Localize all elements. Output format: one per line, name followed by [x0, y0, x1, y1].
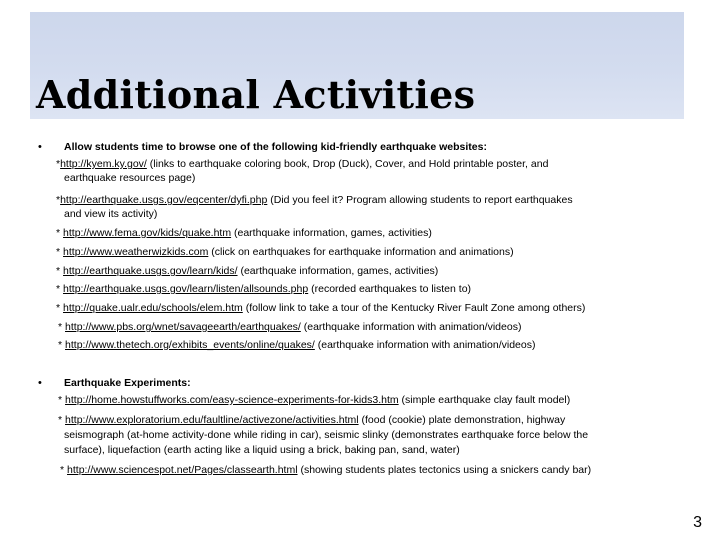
- link-weatherwizkids[interactable]: http://www.weatherwizkids.com: [63, 246, 209, 258]
- list-item: * http://quake.ualr.edu/schools/elem.htm (follow link to take a tour of the Kentucky River Fault Zone among others): [56, 302, 586, 314]
- list-item: * http://www.weatherwizkids.com (click on earthquakes for earthquake information and animations): [56, 246, 514, 258]
- list-item: * http://home.howstuffworks.com/easy-science-experiments-for-kids3.htm (simple earthquake clay fault model): [58, 394, 571, 406]
- section1-heading: Allow students time to browse one of the following kid-friendly earthquake websites:: [64, 141, 487, 153]
- link-pbs[interactable]: http://www.pbs.org/wnet/savageearth/earthquakes/: [65, 321, 301, 333]
- list-item-continuation: seismograph (at-home activity-done while riding in car), seismic slinky (demonstrates earthquake force below the: [64, 429, 589, 441]
- list-item: * http://www.sciencespot.net/Pages/classearth.html (showing students plates tectonics using a snickers candy bar): [60, 464, 592, 476]
- link-howstuffworks[interactable]: http://home.howstuffworks.com/easy-science-experiments-for-kids3.htm: [65, 394, 399, 406]
- link-exploratorium[interactable]: http://www.exploratorium.edu/faultline/activezone/activities.html: [65, 414, 359, 426]
- list-item: * http://www.thetech.org/exhibits_events/online/quakes/ (earthquake information with animation/videos): [58, 339, 536, 351]
- list-item: * http://www.exploratorium.edu/faultline/activezone/activities.html (food (cookie) plate demonstration, highway: [58, 414, 566, 426]
- list-item-continuation: earthquake resources page): [64, 172, 196, 184]
- slide-title: Additional Activities: [36, 72, 476, 117]
- list-item-continuation: and view its activity): [64, 208, 158, 220]
- bullet-2: •: [38, 377, 42, 389]
- list-item: *http://earthquake.usgs.gov/eqcenter/dyfi.php (Did you feel it? Program allowing students to report earthquakes: [56, 194, 573, 206]
- link-ualr[interactable]: http://quake.ualr.edu/schools/elem.htm: [63, 302, 243, 314]
- list-item: * http://earthquake.usgs.gov/learn/listen/allsounds.php (recorded earthquakes to listen to): [56, 283, 472, 295]
- link-fema[interactable]: http://www.fema.gov/kids/quake.htm: [63, 227, 232, 239]
- link-usgs-dyfi[interactable]: http://earthquake.usgs.gov/eqcenter/dyfi.php: [60, 194, 268, 206]
- list-item-continuation: surface), liquefaction (earth acting like a liquid using a brick, baking pan, sand, water): [64, 444, 460, 456]
- page-number: 3: [693, 514, 702, 531]
- link-sciencespot[interactable]: http://www.sciencespot.net/Pages/classearth.html: [67, 464, 298, 476]
- section2-heading: Earthquake Experiments:: [64, 377, 191, 389]
- list-item: * http://www.fema.gov/kids/quake.htm (earthquake information, games, activities): [56, 227, 432, 239]
- link-usgs-sounds[interactable]: http://earthquake.usgs.gov/learn/listen/allsounds.php: [63, 283, 309, 295]
- list-item: * http://earthquake.usgs.gov/learn/kids/ (earthquake information, games, activities): [56, 265, 439, 277]
- list-item: *http://kyem.ky.gov/ (links to earthquake coloring book, Drop (Duck), Cover, and Hold printable poster, and: [56, 158, 549, 170]
- link-thetech[interactable]: http://www.thetech.org/exhibits_events/online/quakes/: [65, 339, 315, 351]
- bullet-1: •: [38, 141, 42, 153]
- link-kyem[interactable]: http://kyem.ky.gov/: [60, 158, 147, 170]
- link-usgs-kids[interactable]: http://earthquake.usgs.gov/learn/kids/: [63, 265, 238, 277]
- list-item: * http://www.pbs.org/wnet/savageearth/earthquakes/ (earthquake information with animation/videos): [58, 321, 522, 333]
